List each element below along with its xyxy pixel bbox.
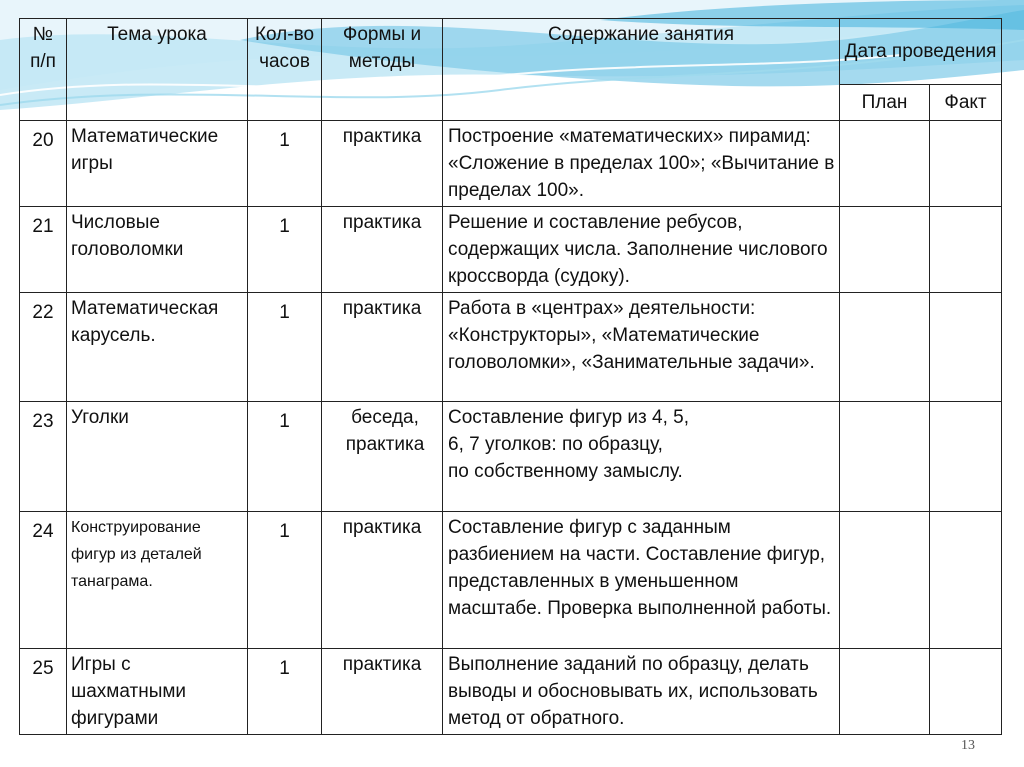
row-fact-cell bbox=[930, 402, 1002, 512]
header-plan: План bbox=[840, 85, 930, 121]
row-fact-cell bbox=[930, 512, 1002, 649]
row-form: практика bbox=[322, 207, 443, 293]
row-num: 22 bbox=[20, 293, 67, 402]
row-fact-cell bbox=[930, 121, 1002, 207]
lesson-plan-table bbox=[19, 18, 1002, 735]
table-row bbox=[20, 402, 1002, 512]
header-num: № п/п bbox=[20, 19, 67, 121]
header-forms: Формы и методы bbox=[322, 19, 443, 121]
row-num: 20 bbox=[20, 121, 67, 207]
header-topic: Тема урока bbox=[67, 19, 248, 121]
table-row bbox=[20, 121, 1002, 207]
row-topic: Уголки bbox=[67, 402, 248, 512]
row-form: практика bbox=[322, 649, 443, 735]
row-topic: Числовые головоломки bbox=[67, 207, 248, 293]
table-row bbox=[20, 293, 1002, 402]
row-num: 25 bbox=[20, 649, 67, 735]
row-plan-cell bbox=[840, 121, 930, 207]
row-hours: 1 bbox=[248, 402, 322, 512]
row-form: беседа, практика bbox=[322, 402, 443, 512]
row-form: практика bbox=[322, 512, 443, 649]
row-plan-cell bbox=[840, 207, 930, 293]
row-plan-cell bbox=[840, 512, 930, 649]
row-content: Построение «математических» пирамид: «Сложение в пределах 100»; «Вычитание в пределах 100». bbox=[443, 121, 840, 207]
row-num: 21 bbox=[20, 207, 67, 293]
row-plan-cell bbox=[840, 402, 930, 512]
row-hours: 1 bbox=[248, 512, 322, 649]
row-topic: Конструирование фигур из деталей танаграма. bbox=[67, 512, 248, 649]
row-fact-cell bbox=[930, 293, 1002, 402]
row-hours: 1 bbox=[248, 121, 322, 207]
table-row bbox=[20, 207, 1002, 293]
page-number: 13 bbox=[961, 738, 975, 753]
row-topic: Математические игры bbox=[67, 121, 248, 207]
row-form: практика bbox=[322, 121, 443, 207]
row-plan-cell bbox=[840, 293, 930, 402]
table-row bbox=[20, 649, 1002, 735]
row-fact-cell bbox=[930, 207, 1002, 293]
row-hours: 1 bbox=[248, 649, 322, 735]
row-hours: 1 bbox=[248, 293, 322, 402]
header-date: Дата проведения bbox=[840, 19, 1002, 85]
row-content: Работа в «центрах» деятельности: «Конструкторы», «Математические головоломки», «Занимательные задачи». bbox=[443, 293, 840, 402]
row-content: Составление фигур из 4, 5, 6, 7 уголков: по образцу, по собственному замыслу. bbox=[443, 402, 840, 512]
header-fact: Факт bbox=[930, 85, 1002, 121]
row-form: практика bbox=[322, 293, 443, 402]
row-num: 24 bbox=[20, 512, 67, 649]
row-plan-cell bbox=[840, 649, 930, 735]
row-num: 23 bbox=[20, 402, 67, 512]
row-topic: Математическая карусель. bbox=[67, 293, 248, 402]
row-content: Составление фигур с заданным разбиением на части. Составление фигур, представленных в уменьшенном масштабе. Проверка выполненной работы. bbox=[443, 512, 840, 649]
row-content: Решение и составление ребусов, содержащих числа. Заполнение числового кроссворда (судоку). bbox=[443, 207, 840, 293]
header-hours: Кол-во часов bbox=[248, 19, 322, 121]
row-content: Выполнение заданий по образцу, делать выводы и обосновывать их, использовать метод от обратного. bbox=[443, 649, 840, 735]
row-fact-cell bbox=[930, 649, 1002, 735]
row-topic: Игры с шахматными фигурами bbox=[67, 649, 248, 735]
header-row bbox=[20, 19, 1002, 85]
header-content: Содержание занятия bbox=[443, 19, 840, 121]
row-hours: 1 bbox=[248, 207, 322, 293]
table-row bbox=[20, 512, 1002, 649]
